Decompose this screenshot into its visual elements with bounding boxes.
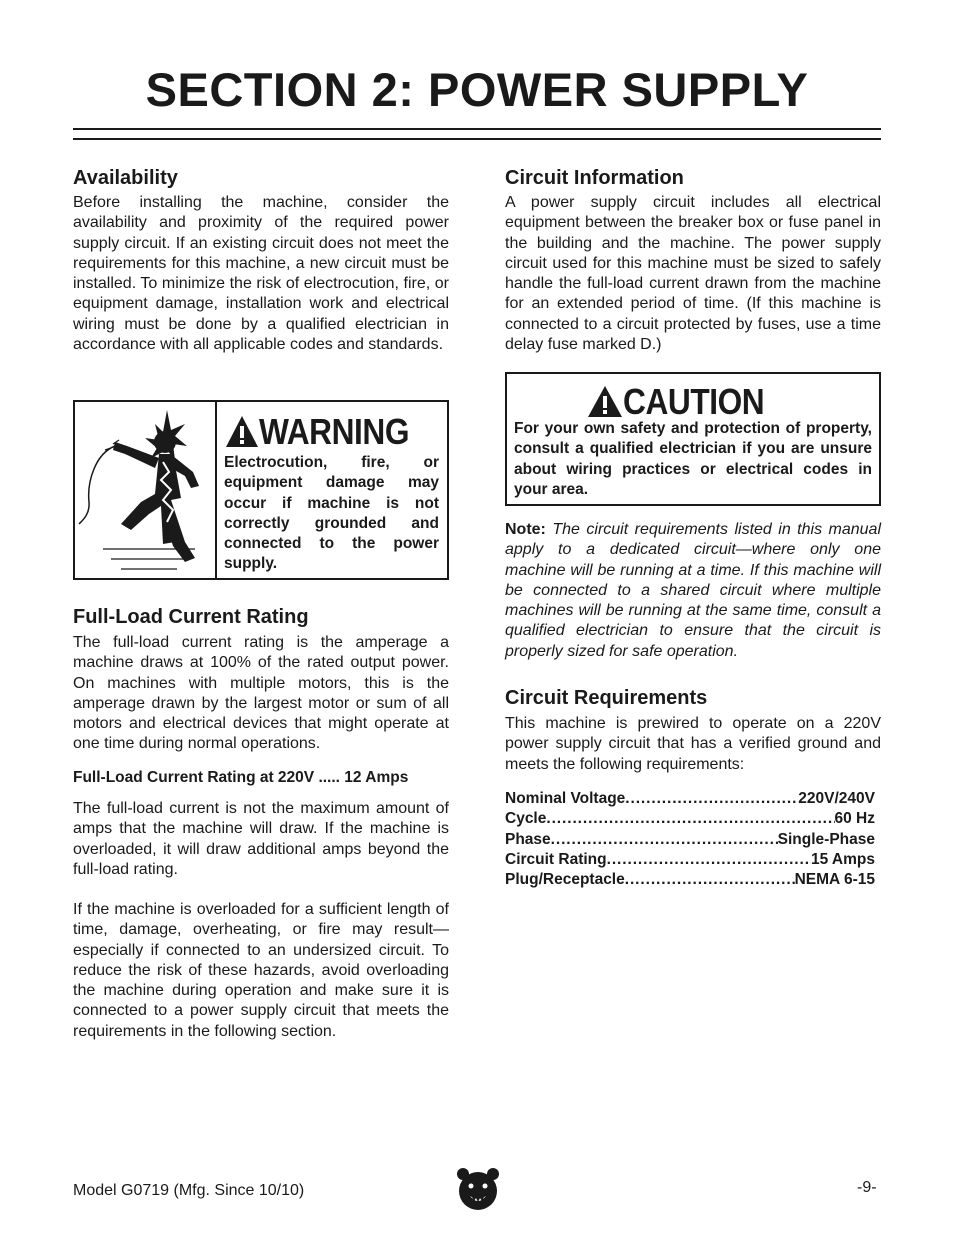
caution-triangle-icon [587, 385, 623, 419]
note-text: The circuit requirements listed in this manual apply to a dedicated circuit—where only one machine will be running at a time. If this machine will be connected to a shared circuit where multiple machines will be running at the same time, consult a qualified electrician to ensure that the circuit is properly sized for safe operation. [505, 521, 882, 660]
req-heading: Circuit Requirements [505, 687, 708, 709]
spec-label: Phase [505, 830, 551, 848]
electrocution-pictogram [75, 402, 217, 578]
flc-heading: Full-Load Current Rating [73, 606, 309, 628]
spec-value: NEMA 6-15 [794, 871, 875, 889]
page-number: -9- [857, 1179, 877, 1196]
availability-text: Before installing the machine, consider the availability and proximity of the required power supply circuit. If an existing circuit does not meet the requirements for this machine, a new circuit must be installed. To minimize the risk of electrocution, fire, or equipment damage, installation work and electrical wiring must be done by a qualified electrician in accordance with all applicable codes and standards. [73, 194, 449, 354]
spec-value: 60 Hz [834, 810, 875, 828]
caution-label: CAUTION [623, 381, 765, 422]
footer-model: Model G0719 (Mfg. Since 10/10) [73, 1182, 305, 1199]
spec-row-voltage [505, 789, 875, 809]
warning-signal-word [225, 412, 430, 452]
page-title: SECTION 2: POWER SUPPLY [145, 63, 809, 116]
circuit-info-text: A power supply circuit includes all electrical equipment between the breaker box or fuse panel in the building and the machine. The power supply circuit used for this machine must be sized to safely handle the full-load current drawn from the machine for an extended period of time. (If this machine is connected to a circuit protected by fuses, use a time delay fuse marked D.) [505, 194, 881, 354]
spec-row-phase [505, 830, 875, 850]
flc-text-3: If the machine is overloaded for a sufficient length of time, damage, overheating, or fire may result—especially if connected to an undersized circuit. To reduce the risk of these hazards, avoid overloading the machine during operation and make sure it is connected to a power supply circuit that meets the requirements in the following section. [73, 901, 449, 1040]
warning-label: WARNING [259, 411, 410, 452]
flc-text-2: The full-load current is not the maximum amount of amps that the machine will draw. If the machine is overloaded, it will draw additional amps beyond the full-load rating. [73, 800, 449, 878]
caution-text: For your own safety and protection of property, consult a qualified electrician if you are unsure about wiring practices or electrical codes in your area. [514, 420, 872, 498]
availability-heading: Availability [73, 167, 178, 189]
note-label: Note: [505, 521, 546, 538]
spec-value: Single-Phase [777, 830, 875, 848]
flc-rating-line: Full-Load Current Rating at 220V ..... 12 Amps [73, 769, 409, 786]
electrocution-figure-icon [75, 402, 215, 578]
note-paragraph [505, 520, 881, 662]
caution-box [505, 372, 881, 506]
warning-triangle-icon [225, 415, 259, 449]
spec-value: 15 Amps [810, 850, 875, 868]
spec-label: Plug/Receptacle [505, 871, 625, 889]
warning-text: Electrocution, fire, or equipment damage may occur if machine is not correctly grounded and connected to the power supply. [224, 454, 439, 573]
requirements-list [505, 789, 875, 890]
spec-row-cycle [505, 809, 875, 829]
spec-row-circuit-rating [505, 850, 875, 870]
caution-signal-word [587, 380, 784, 424]
spec-label: Circuit Rating [505, 850, 607, 868]
flc-text: The full-load current rating is the amperage a machine draws at 100% of the rated output power. On machines with multiple motors, this is the amperage drawn by the largest motor or sum of all motors and electrical devices that might operate at one time during normal operations. [73, 634, 449, 753]
grizzly-bear-logo-icon [457, 1166, 499, 1212]
spec-label: Cycle [505, 810, 547, 828]
title-rule-bottom [73, 138, 881, 140]
spec-row-plug [505, 870, 875, 890]
spec-label: Nominal Voltage [505, 790, 626, 807]
circuit-info-heading: Circuit Information [505, 167, 684, 189]
warning-box [73, 400, 449, 580]
req-text: This machine is prewired to operate on a 220V power supply circuit that has a verified ground and meets the following requirements: [505, 715, 881, 773]
title-rule-top [73, 128, 881, 130]
spec-value: 220V/240V [798, 790, 875, 807]
